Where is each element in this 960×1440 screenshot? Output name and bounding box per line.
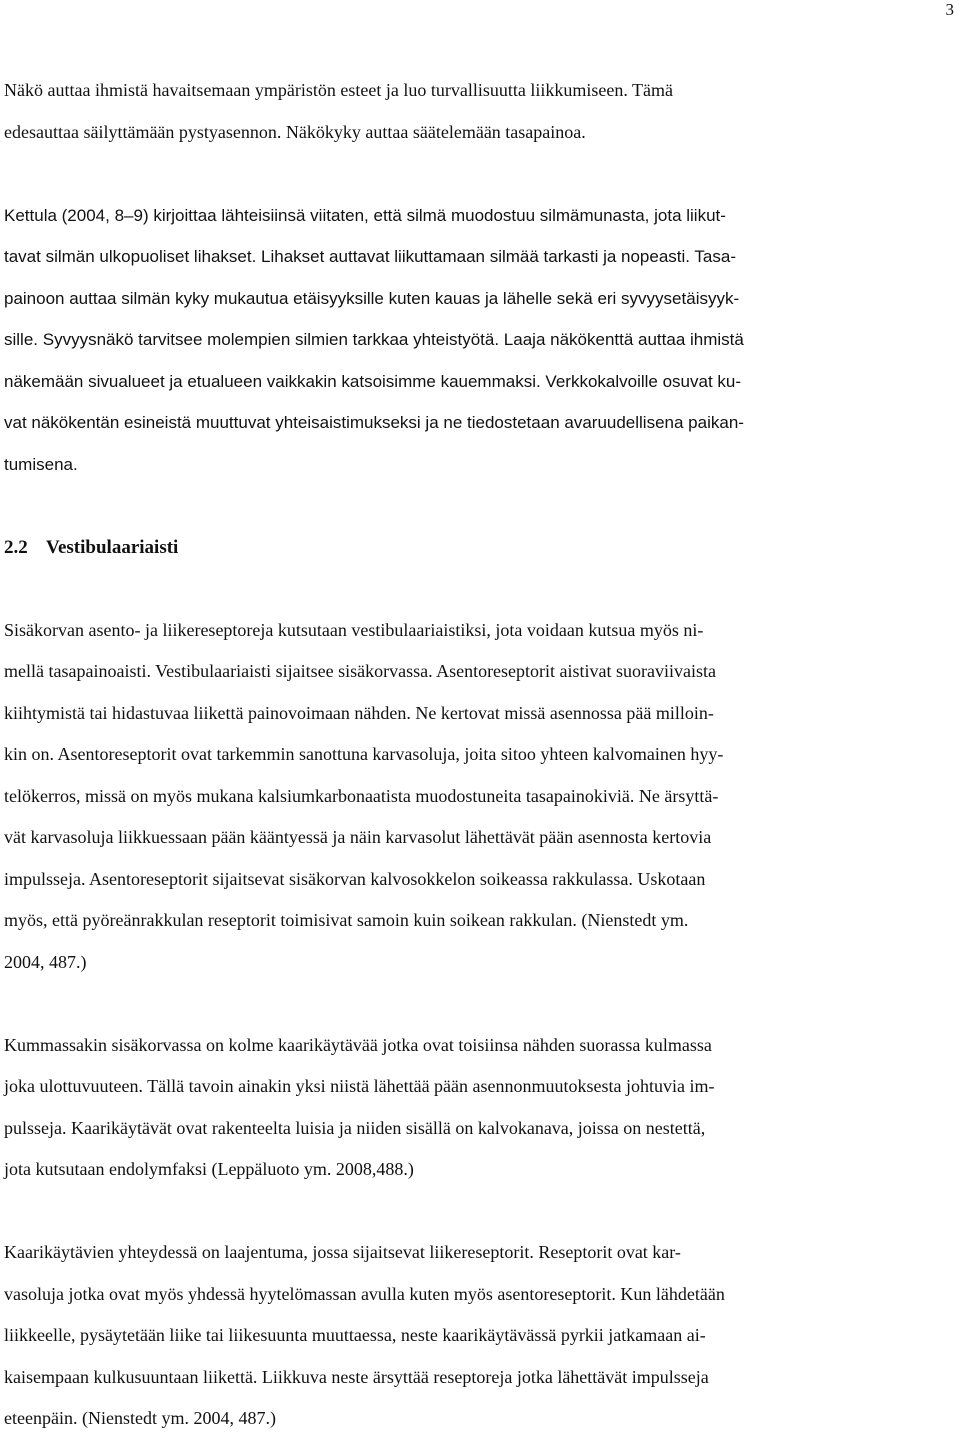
text-line: kiihtymistä tai hidastuvaa liikettä painovoimaan nähden. Ne kertovat missä asennossa pää milloin- bbox=[4, 702, 714, 723]
paragraph-semicircular-canals bbox=[4, 1025, 956, 1191]
text-line: telökerros, missä on myös mukana kalsiumkarbonaatista muodostuneita tasapainokiviä. Ne ärsyttä- bbox=[4, 785, 719, 806]
text-line: Sisäkorvan asento- ja liikereseptoreja kutsutaan vestibulaariaistiksi, jota voidaan kutsua myös ni- bbox=[4, 619, 704, 640]
text-line: Kaarikäytävien yhteydessä on laajentuma, jossa sijaitsevat liikereseptorit. Reseptorit ovat kar- bbox=[4, 1242, 681, 1262]
text-line: Kummassakin sisäkorvassa on kolme kaarikäytävää jotka ovat toisiinsa nähden suorassa kulmassa bbox=[4, 1034, 712, 1055]
text-line: sille. Syvyysnäkö tarvitsee molempien silmien tarkkaa yhteistyötä. Laaja näkökenttä auttaa ihmistä bbox=[4, 330, 744, 349]
text-line: vasoluja jotka ovat myös yhdessä hyytelömassan avulla kuten myös asentoreseptorit. Kun lähdetään bbox=[4, 1283, 725, 1304]
text-line: pulsseja. Kaarikäytävät ovat rakenteelta luisia ja niiden sisällä on kalvokanava, joissa on nestettä, bbox=[4, 1117, 706, 1138]
text-line: Kettula (2004, 8–9) kirjoittaa lähteisiinsä viitaten, että silmä muodostuu silmämunasta, jota liikut- bbox=[4, 205, 726, 225]
paragraph-vestibular bbox=[4, 610, 956, 984]
document-body bbox=[4, 70, 956, 1440]
paragraph-gap bbox=[4, 983, 956, 1025]
text-line: myös, että pyöreänrakkulan reseptorit toimisivat samoin kuin soikean rakkulan. (Nienstedt ym. bbox=[4, 910, 689, 930]
text-line: edesauttaa säilyttämään pystyasennon. Näkökyky auttaa säätelemään tasapainoa. bbox=[4, 121, 586, 142]
text-line: joka ulottuvuuteen. Tällä tavoin ainakin yksi niistä lähettää pään asennonmuutoksesta johtuvia im- bbox=[4, 1076, 715, 1096]
paragraph-gap bbox=[4, 485, 956, 527]
paragraph-vision-intro bbox=[4, 70, 956, 153]
text-line: tumisena. bbox=[4, 454, 78, 474]
text-line: Näkö auttaa ihmistä havaitsemaan ympäristön esteet ja luo turvallisuutta liikkumiseen. Tämä bbox=[4, 80, 673, 100]
paragraph-gap bbox=[4, 568, 956, 610]
text-line: liikkeelle, pysäytetään liike tai liikesuunta muuttaessa, neste kaarikäytävässä pyrkii jatkamaan ai- bbox=[4, 1325, 706, 1345]
paragraph-motion-receptors bbox=[4, 1232, 956, 1440]
section-title: Vestibulaariaisti bbox=[46, 536, 179, 558]
page-number: 3 bbox=[945, 0, 954, 19]
section-heading bbox=[4, 527, 956, 569]
text-line: tavat silmän ulkopuoliset lihakset. Lihakset auttavat liikuttamaan silmää tarkasti ja nopeasti. Tasa- bbox=[4, 247, 737, 266]
text-line: vat näkökentän esineistä muuttuvat yhteisaistimukseksi ja ne tiedostetaan avaruudellisena paikan- bbox=[4, 413, 744, 432]
text-line: eteenpäin. (Nienstedt ym. 2004, 487.) bbox=[4, 1408, 276, 1428]
text-line: kaisempaan kulkusuuntaan liikettä. Liikkuva neste ärsyttää reseptoreja jotka lähettävät impulsseja bbox=[4, 1366, 709, 1387]
paragraph-gap bbox=[4, 153, 956, 195]
text-line: mellä tasapainoaisti. Vestibulaariaisti sijaitsee sisäkorvassa. Asentoreseptorit aistivat suoraviivaista bbox=[4, 661, 717, 681]
section-number: 2.2 bbox=[4, 536, 28, 558]
paragraph-gap bbox=[4, 1191, 956, 1233]
text-line: näkemään sivualueet ja etualueen vaikkakin katsoisimme kauemmaksi. Verkkokalvoille osuvat ku- bbox=[4, 371, 742, 391]
text-line: jota kutsutaan endolymfaksi (Leppäluoto ym. 2008,488.) bbox=[4, 1159, 414, 1179]
text-line: kin on. Asentoreseptorit ovat tarkemmin sanottuna karvasoluja, joita sitoo yhteen kalvomainen hyy- bbox=[4, 744, 724, 764]
text-line: painoon auttaa silmän kyky mukautua etäisyyksille kuten kauas ja lähelle sekä eri syvyysetäisyyk- bbox=[4, 288, 740, 308]
paragraph-eye-muscles bbox=[4, 195, 956, 486]
text-line: 2004, 487.) bbox=[4, 951, 87, 972]
text-line: vät karvasoluja liikkuessaan pään kääntyessä ja näin karvasolut lähettävät pään asennosta kertovia bbox=[4, 827, 712, 847]
text-line: impulsseja. Asentoreseptorit sijaitsevat sisäkorvan kalvosokkelon soikeassa rakkulassa. Uskotaan bbox=[4, 868, 706, 889]
